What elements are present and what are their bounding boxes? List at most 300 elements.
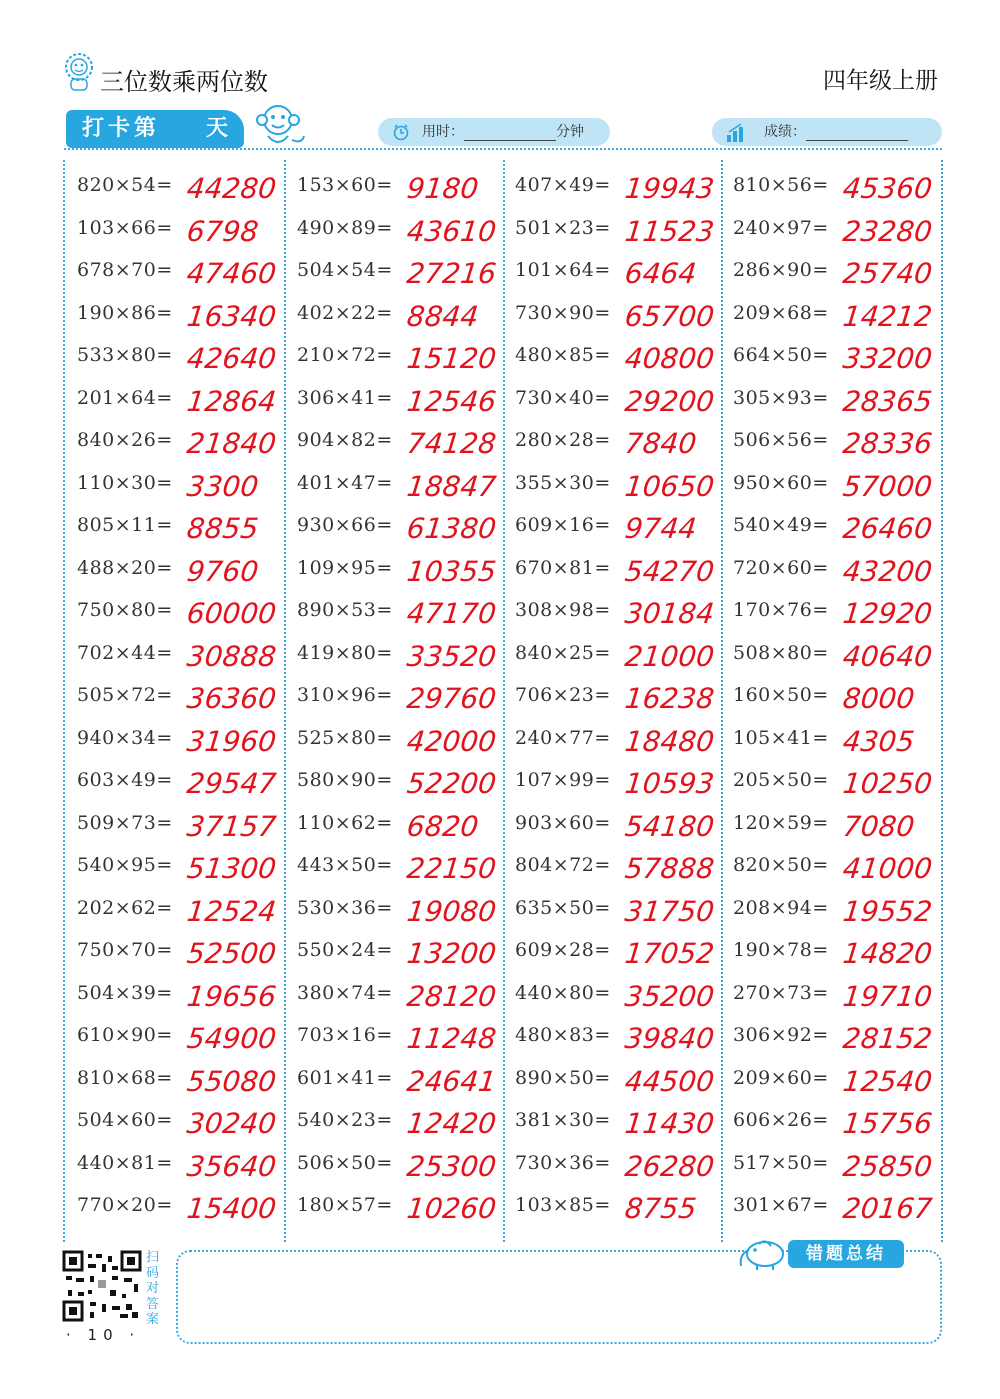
problem-equation: 208×94= xyxy=(733,896,829,919)
problem-equation: 488×20= xyxy=(77,556,173,579)
problem-row xyxy=(515,808,731,851)
problem-row xyxy=(297,723,513,766)
handwritten-answer: 12540 xyxy=(841,1064,934,1098)
handwritten-answer: 3300 xyxy=(185,469,260,503)
problem-equation: 301×67= xyxy=(733,1194,829,1216)
problem-row xyxy=(733,1020,949,1063)
problem-row xyxy=(515,340,731,383)
handwritten-answer: 31750 xyxy=(623,894,716,928)
problem-equation: 306×92= xyxy=(733,1024,829,1046)
handwritten-answer: 8844 xyxy=(405,299,480,333)
problem-row xyxy=(733,468,949,511)
handwritten-answer: 44280 xyxy=(185,172,278,205)
problem-row xyxy=(515,680,731,723)
problem-row xyxy=(733,298,949,341)
problem-equation: 517×50= xyxy=(733,1151,829,1174)
handwritten-answer: 6798 xyxy=(185,214,260,248)
problem-row xyxy=(297,1148,513,1191)
problem-row xyxy=(77,468,293,511)
problem-equation: 940×34= xyxy=(77,726,173,749)
problem-equation: 443×50= xyxy=(297,854,393,876)
problem-equation: 120×59= xyxy=(733,811,829,834)
problem-row xyxy=(733,213,949,256)
problem-row xyxy=(515,978,731,1021)
problem-equation: 209×60= xyxy=(733,1066,829,1089)
problem-equation: 601×41= xyxy=(297,1066,393,1089)
qr-code-icon xyxy=(62,1250,142,1322)
handwritten-answer: 20167 xyxy=(841,1192,934,1225)
problem-equation: 890×53= xyxy=(297,599,393,621)
problem-equation: 103×66= xyxy=(77,216,173,239)
problem-row xyxy=(515,1148,731,1191)
handwritten-answer: 43200 xyxy=(841,554,934,588)
problem-equation: 703×16= xyxy=(297,1024,393,1046)
problem-row xyxy=(297,298,513,341)
handwritten-answer: 25300 xyxy=(405,1149,498,1183)
problem-equation: 890×50= xyxy=(515,1066,611,1089)
problem-equation: 609×28= xyxy=(515,939,611,961)
handwritten-answer: 52500 xyxy=(185,937,278,970)
handwritten-answer: 15120 xyxy=(405,342,498,375)
handwritten-answer: 12524 xyxy=(185,894,278,928)
problem-row xyxy=(297,1105,513,1148)
problem-row xyxy=(515,723,731,766)
problem-equation: 280×28= xyxy=(515,429,611,451)
problem-row xyxy=(77,340,293,383)
time-unit: 分钟 xyxy=(556,124,584,140)
problem-equation: 720×60= xyxy=(733,556,829,579)
problem-row xyxy=(77,213,293,256)
problem-row xyxy=(77,510,293,553)
problem-row xyxy=(733,1190,949,1233)
problem-equation: 664×50= xyxy=(733,344,829,366)
handwritten-answer: 40800 xyxy=(623,342,716,375)
problem-equation: 381×30= xyxy=(515,1109,611,1131)
problem-row xyxy=(297,425,513,468)
handwritten-answer: 35200 xyxy=(623,979,716,1013)
problem-equation: 635×50= xyxy=(515,896,611,919)
punch-day-label: 天 xyxy=(206,116,233,141)
problem-row xyxy=(515,1020,731,1063)
problem-row xyxy=(733,638,949,681)
problem-equation: 210×72= xyxy=(297,344,393,366)
problem-row xyxy=(515,1063,731,1106)
problem-equation: 603×49= xyxy=(77,769,173,791)
handwritten-answer: 57888 xyxy=(623,852,716,885)
problem-row xyxy=(515,850,731,893)
handwritten-answer: 12546 xyxy=(405,384,498,418)
problem-row xyxy=(733,425,949,468)
problem-row xyxy=(297,935,513,978)
handwritten-answer: 26460 xyxy=(841,512,934,545)
handwritten-answer: 33200 xyxy=(841,342,934,375)
problem-equation: 750×80= xyxy=(77,599,173,621)
problem-row xyxy=(515,298,731,341)
problem-equation: 702×44= xyxy=(77,641,173,664)
problem-equation: 190×86= xyxy=(77,301,173,324)
problem-column-4 xyxy=(733,170,949,1233)
handwritten-answer: 30240 xyxy=(185,1107,278,1140)
handwritten-answer: 8755 xyxy=(623,1192,698,1225)
problem-row xyxy=(297,680,513,723)
handwritten-answer: 39840 xyxy=(623,1022,716,1055)
problem-equation: 930×66= xyxy=(297,514,393,536)
problem-row xyxy=(77,1148,293,1191)
handwritten-answer: 74128 xyxy=(405,427,498,460)
elephant-icon xyxy=(735,1232,787,1272)
problem-equation: 820×54= xyxy=(77,174,173,196)
problem-row xyxy=(297,1020,513,1063)
problem-equation: 501×23= xyxy=(515,216,611,239)
problem-row xyxy=(515,468,731,511)
handwritten-answer: 29200 xyxy=(623,384,716,418)
handwritten-answer: 10250 xyxy=(841,767,934,800)
problem-equation: 509×73= xyxy=(77,811,173,834)
problem-row xyxy=(733,765,949,808)
problem-equation: 904×82= xyxy=(297,429,393,451)
problem-row xyxy=(77,1063,293,1106)
page-number: · 10 · xyxy=(66,1326,141,1344)
score-blank[interactable] xyxy=(806,124,908,141)
problem-equation: 610×90= xyxy=(77,1024,173,1046)
problem-column-3 xyxy=(515,170,731,1233)
handwritten-answer: 51300 xyxy=(185,852,278,885)
problem-row xyxy=(515,935,731,978)
handwritten-answer: 47460 xyxy=(185,257,278,290)
handwritten-answer: 60000 xyxy=(185,597,278,630)
score-field[interactable] xyxy=(712,118,942,146)
problem-equation: 820×50= xyxy=(733,854,829,876)
problem-row xyxy=(515,765,731,808)
handwritten-answer: 54900 xyxy=(185,1022,278,1055)
handwritten-answer: 40640 xyxy=(841,639,934,673)
problem-row xyxy=(515,1105,731,1148)
handwritten-answer: 29547 xyxy=(185,767,278,800)
handwritten-answer: 16238 xyxy=(623,682,716,715)
problem-equation: 160×50= xyxy=(733,684,829,706)
problem-equation: 504×60= xyxy=(77,1109,173,1131)
problem-row xyxy=(77,383,293,426)
problem-row xyxy=(297,765,513,808)
handwritten-answer: 9760 xyxy=(185,554,260,588)
scan-answer-label: 扫码对答案 xyxy=(146,1250,160,1327)
problem-equation: 609×16= xyxy=(515,514,611,536)
handwritten-answer: 47170 xyxy=(405,597,498,630)
handwritten-answer: 22150 xyxy=(405,852,498,885)
handwritten-answer: 42000 xyxy=(405,724,498,758)
problem-equation: 109×95= xyxy=(297,556,393,579)
time-blank[interactable] xyxy=(464,124,556,141)
problem-row xyxy=(297,170,513,213)
clock-icon xyxy=(392,123,410,141)
handwritten-answer: 10650 xyxy=(623,469,716,503)
problem-equation: 419×80= xyxy=(297,641,393,664)
problem-row xyxy=(733,1105,949,1148)
problem-equation: 504×54= xyxy=(297,259,393,281)
problem-equation: 355×30= xyxy=(515,471,611,494)
handwritten-answer: 9180 xyxy=(405,172,480,205)
problem-equation: 153×60= xyxy=(297,174,393,196)
problem-equation: 401×47= xyxy=(297,471,393,494)
problem-row xyxy=(733,383,949,426)
problem-equation: 750×70= xyxy=(77,939,173,961)
handwritten-answer: 19656 xyxy=(185,979,278,1013)
problem-equation: 505×72= xyxy=(77,684,173,706)
problem-equation: 240×97= xyxy=(733,216,829,239)
handwritten-answer: 8855 xyxy=(185,512,260,545)
problem-equation: 305×93= xyxy=(733,386,829,409)
problem-equation: 490×89= xyxy=(297,216,393,239)
problem-row xyxy=(297,808,513,851)
handwritten-answer: 57000 xyxy=(841,469,934,503)
problem-equation: 480×83= xyxy=(515,1024,611,1046)
problem-equation: 606×26= xyxy=(733,1109,829,1131)
problem-row xyxy=(297,553,513,596)
handwritten-answer: 30888 xyxy=(185,639,278,673)
problem-row xyxy=(733,680,949,723)
problem-row xyxy=(77,553,293,596)
problem-equation: 804×72= xyxy=(515,854,611,876)
handwritten-answer: 19710 xyxy=(841,979,934,1013)
problem-equation: 530×36= xyxy=(297,896,393,919)
problem-equation: 190×78= xyxy=(733,939,829,961)
handwritten-answer: 13200 xyxy=(405,937,498,970)
handwritten-answer: 10355 xyxy=(405,554,498,588)
trophy-chart-icon xyxy=(726,123,748,143)
left-border xyxy=(63,160,65,1242)
problem-row xyxy=(297,468,513,511)
problem-row xyxy=(77,170,293,213)
handwritten-answer: 8000 xyxy=(841,682,916,715)
handwritten-answer: 16340 xyxy=(185,299,278,333)
problem-row xyxy=(297,850,513,893)
problem-equation: 540×95= xyxy=(77,854,173,876)
handwritten-answer: 52200 xyxy=(405,767,498,800)
handwritten-answer: 33520 xyxy=(405,639,498,673)
problem-row xyxy=(297,893,513,936)
problem-row xyxy=(297,638,513,681)
problem-row xyxy=(297,213,513,256)
problem-equation: 508×80= xyxy=(733,641,829,664)
problem-row xyxy=(515,638,731,681)
handwritten-answer: 28365 xyxy=(841,384,934,418)
problem-equation: 110×62= xyxy=(297,811,393,834)
problem-row xyxy=(733,1148,949,1191)
problem-equation: 540×23= xyxy=(297,1109,393,1131)
problem-equation: 286×90= xyxy=(733,259,829,281)
handwritten-answer: 18480 xyxy=(623,724,716,758)
handwritten-answer: 12864 xyxy=(185,384,278,418)
problem-row xyxy=(77,850,293,893)
problem-row xyxy=(297,510,513,553)
score-label: 成绩： xyxy=(764,124,806,140)
problem-row xyxy=(515,170,731,213)
handwritten-answer: 14212 xyxy=(841,299,934,333)
problem-equation: 730×36= xyxy=(515,1151,611,1174)
handwritten-answer: 10593 xyxy=(623,767,716,800)
problem-row xyxy=(77,808,293,851)
problem-column-2 xyxy=(297,170,513,1233)
handwritten-answer: 9744 xyxy=(623,512,698,545)
problem-equation: 506×50= xyxy=(297,1151,393,1174)
problem-equation: 805×11= xyxy=(77,514,173,536)
handwritten-answer: 25740 xyxy=(841,257,934,290)
handwritten-answer: 54270 xyxy=(623,554,716,588)
problem-row xyxy=(515,425,731,468)
problem-row xyxy=(77,1190,293,1233)
problem-row xyxy=(515,213,731,256)
problem-row xyxy=(77,1020,293,1063)
problem-row xyxy=(733,255,949,298)
problem-row xyxy=(77,1105,293,1148)
top-divider xyxy=(64,148,942,150)
handwritten-answer: 36360 xyxy=(185,682,278,715)
problem-equation: 270×73= xyxy=(733,981,829,1004)
problem-row xyxy=(733,170,949,213)
problem-row xyxy=(733,893,949,936)
handwritten-answer: 28152 xyxy=(841,1022,934,1055)
handwritten-answer: 6820 xyxy=(405,809,480,843)
problem-row xyxy=(77,978,293,1021)
problem-equation: 730×90= xyxy=(515,301,611,324)
problem-row xyxy=(733,510,949,553)
problem-row xyxy=(515,893,731,936)
problem-row xyxy=(515,553,731,596)
problem-equation: 770×20= xyxy=(77,1194,173,1216)
problem-row xyxy=(733,978,949,1021)
handwritten-answer: 31960 xyxy=(185,724,278,758)
handwritten-answer: 30184 xyxy=(623,597,716,630)
problem-equation: 540×49= xyxy=(733,514,829,536)
time-label: 用时： xyxy=(422,124,464,140)
problem-row xyxy=(515,510,731,553)
handwritten-answer: 28120 xyxy=(405,979,498,1013)
problem-equation: 810×56= xyxy=(733,174,829,196)
qr-code[interactable] xyxy=(62,1250,142,1322)
handwritten-answer: 10260 xyxy=(405,1192,498,1225)
problem-equation: 103×85= xyxy=(515,1194,611,1216)
problem-row xyxy=(77,723,293,766)
problem-equation: 525×80= xyxy=(297,726,393,749)
handwritten-answer: 54180 xyxy=(623,809,716,843)
handwritten-answer: 11248 xyxy=(405,1022,498,1055)
grade-label: 四年级上册 xyxy=(823,68,938,94)
handwritten-answer: 19552 xyxy=(841,894,934,928)
problem-equation: 810×68= xyxy=(77,1066,173,1089)
problem-equation: 440×81= xyxy=(77,1151,173,1174)
punch-card-banner xyxy=(66,110,244,148)
problem-equation: 105×41= xyxy=(733,726,829,749)
handwritten-answer: 4305 xyxy=(841,724,916,758)
problem-row xyxy=(515,383,731,426)
problem-row xyxy=(733,808,949,851)
handwritten-answer: 24641 xyxy=(405,1064,498,1098)
problem-row xyxy=(77,680,293,723)
monkey-icon xyxy=(252,100,308,150)
handwritten-answer: 19080 xyxy=(405,894,498,928)
problem-equation: 550×24= xyxy=(297,939,393,961)
handwritten-answer: 19943 xyxy=(623,172,716,205)
problem-row xyxy=(297,255,513,298)
lion-logo-icon xyxy=(62,52,96,92)
problem-equation: 308×98= xyxy=(515,599,611,621)
handwritten-answer: 21840 xyxy=(185,427,278,460)
problem-equation: 202×62= xyxy=(77,896,173,919)
problem-equation: 306×41= xyxy=(297,386,393,409)
problem-equation: 670×81= xyxy=(515,556,611,579)
time-field[interactable] xyxy=(378,118,610,146)
handwritten-answer: 45360 xyxy=(841,172,934,205)
problem-equation: 506×56= xyxy=(733,429,829,451)
problem-row xyxy=(297,340,513,383)
problem-equation: 310×96= xyxy=(297,684,393,706)
problem-row xyxy=(515,595,731,638)
handwritten-answer: 26280 xyxy=(623,1149,716,1183)
error-summary-tag: 错题总结 xyxy=(788,1240,904,1268)
problem-row xyxy=(297,1190,513,1233)
problem-row xyxy=(733,553,949,596)
problem-equation: 170×76= xyxy=(733,599,829,621)
handwritten-answer: 11430 xyxy=(623,1107,716,1140)
handwritten-answer: 6464 xyxy=(623,257,698,290)
problem-equation: 706×23= xyxy=(515,684,611,706)
problem-row xyxy=(733,1063,949,1106)
handwritten-answer: 7840 xyxy=(623,427,698,460)
problem-equation: 504×39= xyxy=(77,981,173,1004)
handwritten-answer: 14820 xyxy=(841,937,934,970)
problem-row xyxy=(297,595,513,638)
problem-row xyxy=(733,850,949,893)
problem-row xyxy=(77,425,293,468)
problem-row xyxy=(297,383,513,426)
handwritten-answer: 23280 xyxy=(841,214,934,248)
problem-row xyxy=(77,595,293,638)
handwritten-answer: 41000 xyxy=(841,852,934,885)
handwritten-answer: 18847 xyxy=(405,469,498,503)
problem-column-1 xyxy=(77,170,293,1233)
problem-row xyxy=(77,298,293,341)
problem-row xyxy=(77,638,293,681)
handwritten-answer: 29760 xyxy=(405,682,498,715)
problem-equation: 402×22= xyxy=(297,301,393,324)
problem-equation: 480×85= xyxy=(515,344,611,366)
problem-equation: 407×49= xyxy=(515,174,611,196)
handwritten-answer: 35640 xyxy=(185,1149,278,1183)
handwritten-answer: 25850 xyxy=(841,1149,934,1183)
problem-equation: 110×30= xyxy=(77,471,173,494)
problem-equation: 101×64= xyxy=(515,259,611,281)
handwritten-answer: 11523 xyxy=(623,214,716,248)
handwritten-answer: 61380 xyxy=(405,512,498,545)
problem-equation: 580×90= xyxy=(297,769,393,791)
problem-row xyxy=(77,935,293,978)
problem-equation: 440×80= xyxy=(515,981,611,1004)
problem-row xyxy=(77,893,293,936)
problem-equation: 730×40= xyxy=(515,386,611,409)
handwritten-answer: 28336 xyxy=(841,427,934,460)
handwritten-answer: 17052 xyxy=(623,937,716,970)
handwritten-answer: 65700 xyxy=(623,299,716,333)
handwritten-answer: 21000 xyxy=(623,639,716,673)
problem-equation: 840×26= xyxy=(77,429,173,451)
problem-row xyxy=(77,765,293,808)
problem-equation: 205×50= xyxy=(733,769,829,791)
problem-row xyxy=(733,723,949,766)
problem-equation: 209×68= xyxy=(733,301,829,324)
handwritten-answer: 15400 xyxy=(185,1192,278,1225)
handwritten-answer: 37157 xyxy=(185,809,278,843)
handwritten-answer: 55080 xyxy=(185,1064,278,1098)
